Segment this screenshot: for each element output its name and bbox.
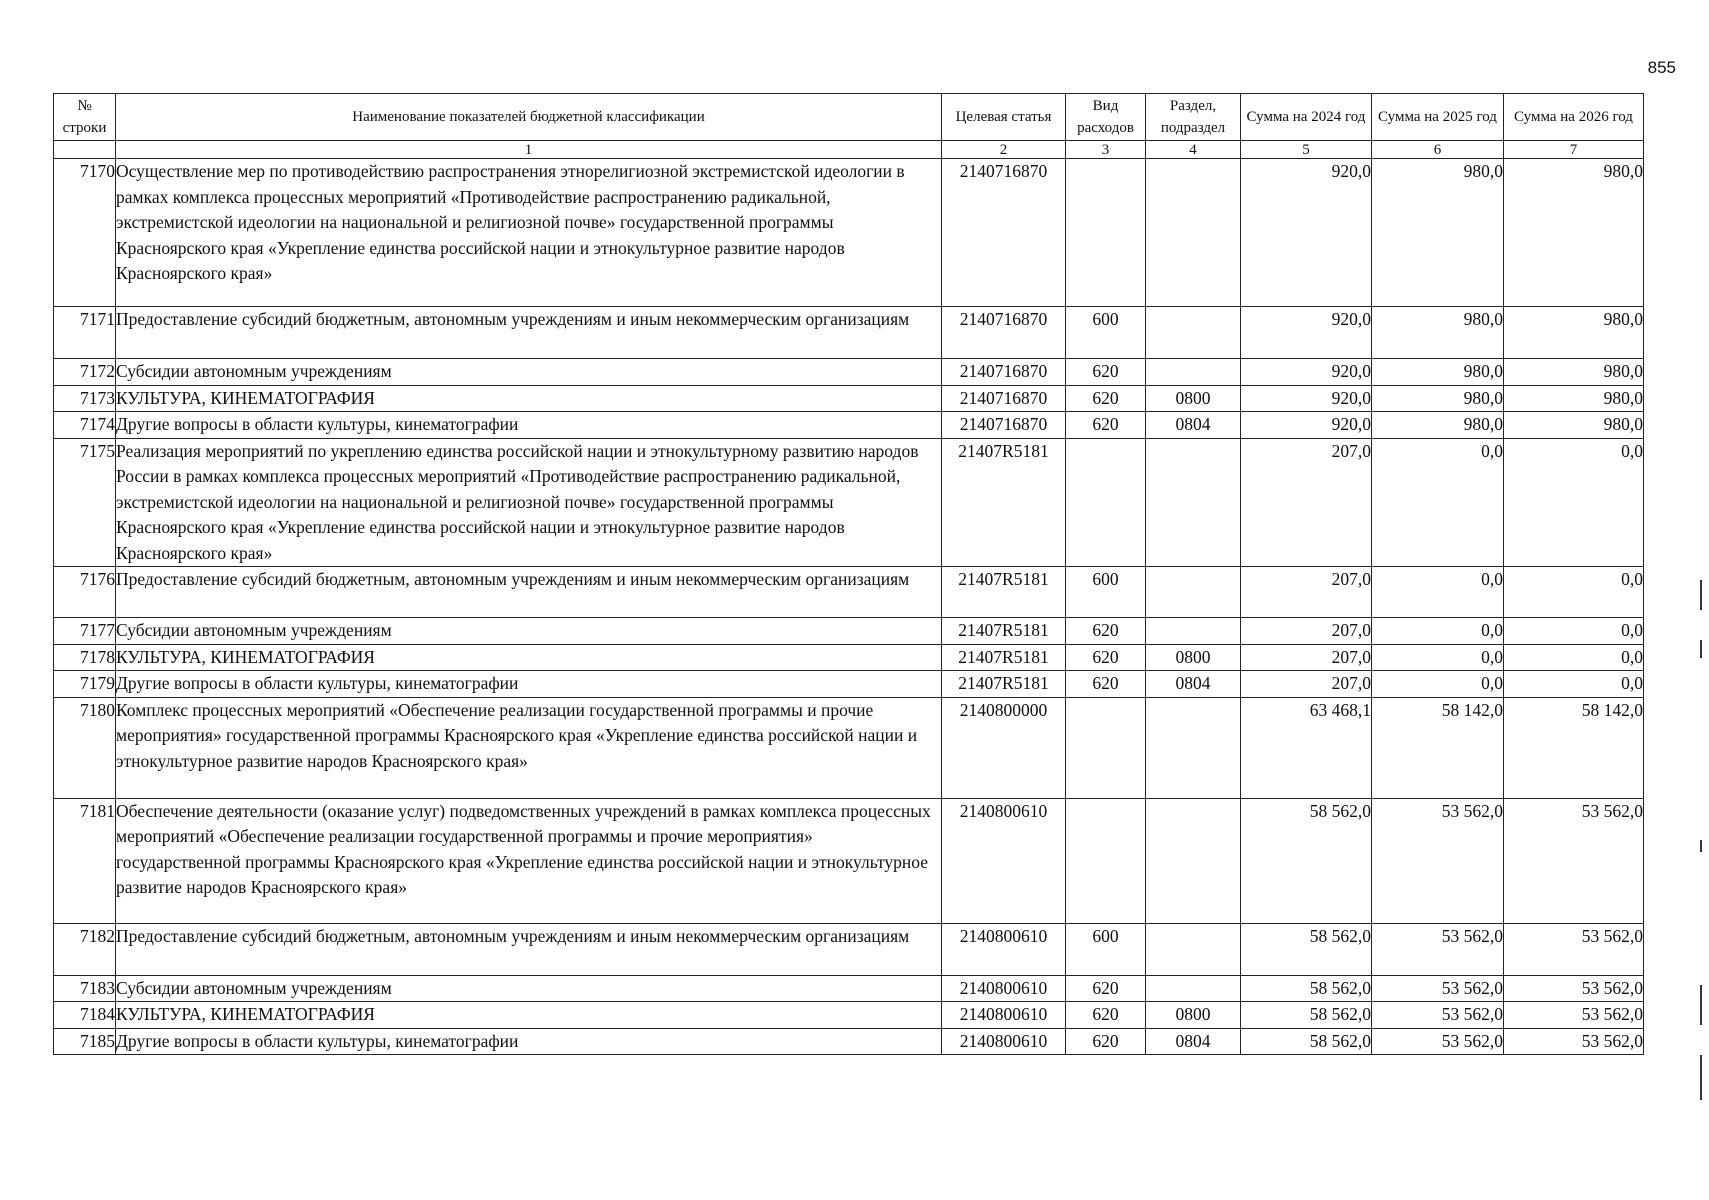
row-name: Субсидии автономным учреждениям [116,618,942,645]
row-sum-2026: 0,0 [1504,567,1644,618]
row-sum-2025: 53 562,0 [1372,798,1504,923]
row-section: 0804 [1146,671,1241,698]
row-sum-2025: 53 562,0 [1372,1002,1504,1029]
row-sum-2026: 980,0 [1504,385,1644,412]
row-number: 7180 [54,697,116,798]
header-target: Целевая статья [942,94,1066,141]
row-sum-2025: 980,0 [1372,307,1504,359]
budget-table [53,93,1644,1055]
row-section: 0804 [1146,412,1241,439]
header-type: Вид расходов [1066,94,1146,141]
row-name: КУЛЬТУРА, КИНЕМАТОГРАФИЯ [116,644,942,671]
row-sum-2026: 0,0 [1504,438,1644,567]
table-row [54,307,1644,359]
row-sum-2024: 920,0 [1241,385,1372,412]
row-target: 21407R5181 [942,567,1066,618]
row-sum-2024: 63 468,1 [1241,697,1372,798]
table-row [54,697,1644,798]
table-row [54,1028,1644,1055]
table-row [54,1002,1644,1029]
row-sum-2024: 58 562,0 [1241,798,1372,923]
row-target: 2140716870 [942,412,1066,439]
table-row [54,567,1644,618]
row-sum-2024: 920,0 [1241,412,1372,439]
row-section: 0800 [1146,1002,1241,1029]
table-row [54,975,1644,1002]
row-sum-2026: 53 562,0 [1504,1002,1644,1029]
row-sum-2024: 207,0 [1241,567,1372,618]
row-name: Предоставление субсидий бюджетным, автономным учреждениям и иным некоммерческим организациям [116,307,942,359]
row-sum-2025: 980,0 [1372,385,1504,412]
row-sum-2025: 0,0 [1372,671,1504,698]
row-type: 620 [1066,385,1146,412]
row-target: 2140716870 [942,385,1066,412]
row-number: 7172 [54,359,116,386]
table-row [54,412,1644,439]
row-sum-2026: 980,0 [1504,359,1644,386]
row-number: 7181 [54,798,116,923]
row-sum-2026: 53 562,0 [1504,1028,1644,1055]
scan-edge-mark [1700,1055,1702,1100]
row-section [1146,798,1241,923]
column-number-row [54,141,1644,159]
row-number: 7185 [54,1028,116,1055]
header-name: Наименование показателей бюджетной классификации [116,94,942,141]
row-section [1146,618,1241,645]
row-target: 2140800610 [942,923,1066,975]
header-row-num: № строки [54,94,116,141]
row-sum-2024: 58 562,0 [1241,975,1372,1002]
row-type [1066,798,1146,923]
row-section: 0800 [1146,644,1241,671]
row-number: 7178 [54,644,116,671]
header-sum-2024: Сумма на 2024 год [1241,94,1372,141]
row-type: 620 [1066,618,1146,645]
row-number: 7175 [54,438,116,567]
row-name: Предоставление субсидий бюджетным, автономным учреждениям и иным некоммерческим организациям [116,923,942,975]
row-type: 620 [1066,359,1146,386]
row-name: Осуществление мер по противодействию распространения этнорелигиозной экстремистской идеологии в рамках комплекса процессных мероприятий «Противодействие распространению радикальной, экстремистской идеологии на национальной и религиозной почве» государственной программы Красноярского края «Укрепление единства российской нации и этнокультурное развитие народов Красноярского края» [116,159,942,307]
row-type [1066,438,1146,567]
page-number: 855 [1647,58,1676,77]
row-sum-2026: 53 562,0 [1504,975,1644,1002]
row-section [1146,159,1241,307]
row-type: 600 [1066,567,1146,618]
row-name: Обеспечение деятельности (оказание услуг) подведомственных учреждений в рамках комплекса процессных мероприятий «Обеспечение реализации государственной программы и прочие мероприятия» государственной программы Красноярского края «Укрепление единства российской нации и этнокультурное развитие народов Красноярского края» [116,798,942,923]
row-number: 7182 [54,923,116,975]
row-number: 7171 [54,307,116,359]
row-section [1146,697,1241,798]
colnum-1: 1 [116,141,942,159]
row-number: 7177 [54,618,116,645]
scan-edge-mark [1700,640,1702,658]
row-number: 7183 [54,975,116,1002]
row-sum-2025: 980,0 [1372,412,1504,439]
table-row [54,159,1644,307]
row-sum-2024: 207,0 [1241,644,1372,671]
row-name: Предоставление субсидий бюджетным, автономным учреждениям и иным некоммерческим организациям [116,567,942,618]
colnum-5: 5 [1241,141,1372,159]
row-sum-2025: 0,0 [1372,618,1504,645]
row-number: 7170 [54,159,116,307]
row-sum-2025: 53 562,0 [1372,923,1504,975]
row-sum-2024: 920,0 [1241,159,1372,307]
row-number: 7184 [54,1002,116,1029]
row-sum-2024: 58 562,0 [1241,1002,1372,1029]
row-name: Комплекс процессных мероприятий «Обеспечение реализации государственной программы и прочие мероприятия» государственной программы Красноярского края «Укрепление единства российской нации и этнокультурное развитие народов Красноярского края» [116,697,942,798]
table-row [54,798,1644,923]
row-target: 21407R5181 [942,644,1066,671]
row-sum-2025: 53 562,0 [1372,1028,1504,1055]
colnum-2: 2 [942,141,1066,159]
row-number: 7176 [54,567,116,618]
row-sum-2025: 980,0 [1372,159,1504,307]
row-sum-2024: 207,0 [1241,438,1372,567]
row-target: 2140716870 [942,359,1066,386]
row-type [1066,697,1146,798]
row-name: Субсидии автономным учреждениям [116,359,942,386]
row-sum-2026: 980,0 [1504,159,1644,307]
row-name: Субсидии автономным учреждениям [116,975,942,1002]
row-sum-2025: 980,0 [1372,359,1504,386]
row-section: 0804 [1146,1028,1241,1055]
row-type: 620 [1066,412,1146,439]
row-target: 2140716870 [942,159,1066,307]
row-sum-2024: 920,0 [1241,359,1372,386]
row-target: 21407R5181 [942,438,1066,567]
table-row [54,618,1644,645]
table-row [54,385,1644,412]
row-section [1146,975,1241,1002]
row-type: 620 [1066,644,1146,671]
row-sum-2026: 980,0 [1504,307,1644,359]
row-sum-2026: 53 562,0 [1504,798,1644,923]
row-type: 620 [1066,1028,1146,1055]
row-section [1146,567,1241,618]
table-row [54,359,1644,386]
row-sum-2024: 207,0 [1241,671,1372,698]
row-section [1146,359,1241,386]
row-sum-2025: 0,0 [1372,567,1504,618]
row-name: Другие вопросы в области культуры, кинематографии [116,412,942,439]
scan-edge-mark [1700,840,1702,852]
row-number: 7174 [54,412,116,439]
row-section: 0800 [1146,385,1241,412]
row-section [1146,307,1241,359]
row-sum-2025: 0,0 [1372,644,1504,671]
row-sum-2024: 207,0 [1241,618,1372,645]
colnum-blank [54,141,116,159]
header-row [54,94,1644,141]
header-sum-2026: Сумма на 2026 год [1504,94,1644,141]
table-row [54,644,1644,671]
row-name: КУЛЬТУРА, КИНЕМАТОГРАФИЯ [116,1002,942,1029]
row-sum-2026: 0,0 [1504,618,1644,645]
row-sum-2025: 53 562,0 [1372,975,1504,1002]
row-target: 2140800000 [942,697,1066,798]
scan-edge-mark [1700,580,1702,610]
row-sum-2024: 58 562,0 [1241,923,1372,975]
row-sum-2025: 58 142,0 [1372,697,1504,798]
row-number: 7179 [54,671,116,698]
row-target: 2140800610 [942,1028,1066,1055]
row-sum-2026: 58 142,0 [1504,697,1644,798]
row-sum-2024: 920,0 [1241,307,1372,359]
header-section: Раздел, подраздел [1146,94,1241,141]
row-section [1146,923,1241,975]
row-type: 600 [1066,923,1146,975]
row-type: 620 [1066,1002,1146,1029]
row-name: Реализация мероприятий по укреплению единства российской нации и этнокультурному развитию народов России в рамках комплекса процессных мероприятий «Противодействие распространению радикальной, экстремистской идеологии на национальной и религиозной почве» государственной программы Красноярского края «Укрепление единства российской нации и этнокультурное развитие народов Красноярского края» [116,438,942,567]
table-row [54,438,1644,567]
row-name: КУЛЬТУРА, КИНЕМАТОГРАФИЯ [116,385,942,412]
row-name: Другие вопросы в области культуры, кинематографии [116,671,942,698]
row-name: Другие вопросы в области культуры, кинематографии [116,1028,942,1055]
row-sum-2026: 0,0 [1504,671,1644,698]
row-type: 620 [1066,975,1146,1002]
row-type: 600 [1066,307,1146,359]
header-sum-2025: Сумма на 2025 год [1372,94,1504,141]
colnum-6: 6 [1372,141,1504,159]
row-sum-2026: 0,0 [1504,644,1644,671]
row-sum-2026: 53 562,0 [1504,923,1644,975]
row-target: 2140800610 [942,798,1066,923]
row-target: 2140716870 [942,307,1066,359]
row-sum-2024: 58 562,0 [1241,1028,1372,1055]
row-target: 21407R5181 [942,618,1066,645]
row-sum-2025: 0,0 [1372,438,1504,567]
row-type: 620 [1066,671,1146,698]
row-number: 7173 [54,385,116,412]
row-section [1146,438,1241,567]
colnum-3: 3 [1066,141,1146,159]
row-target: 21407R5181 [942,671,1066,698]
row-type [1066,159,1146,307]
table-row [54,671,1644,698]
scan-edge-mark [1700,985,1702,1025]
row-sum-2026: 980,0 [1504,412,1644,439]
table-row [54,923,1644,975]
colnum-4: 4 [1146,141,1241,159]
row-target: 2140800610 [942,975,1066,1002]
row-target: 2140800610 [942,1002,1066,1029]
colnum-7: 7 [1504,141,1644,159]
